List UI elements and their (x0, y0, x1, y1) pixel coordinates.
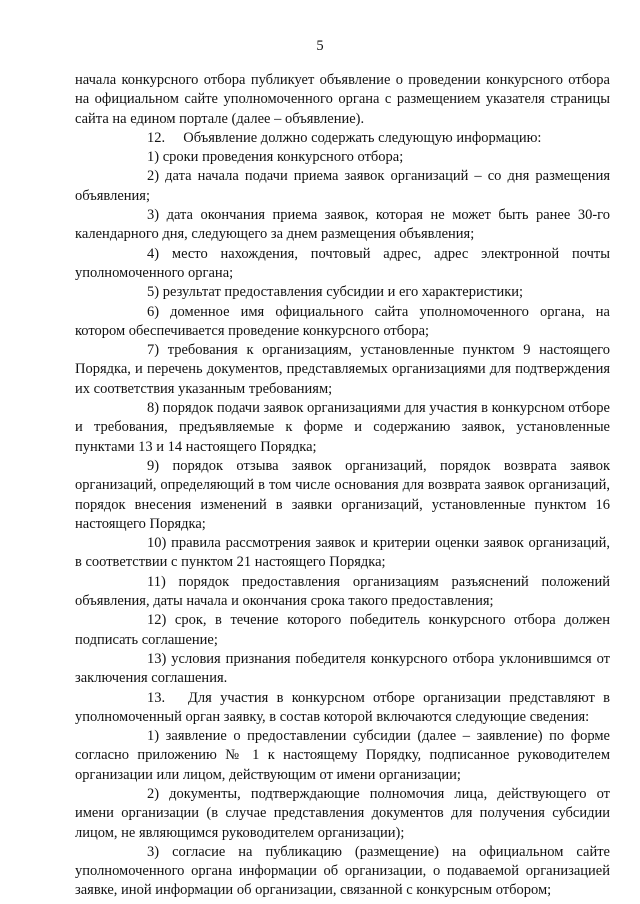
list-item: 7) требования к организациям, установленные пунктом 9 настоящего Порядка, и перечень документов, представляемых организациями для подтверждения их соответствия указанным требованиям; (75, 342, 610, 397)
list-item: 1) заявление о предоставлении субсидии (далее – заявление) по форме согласно приложению № 1 к настоящему Порядку, подписанное руководителем организации или лицом, действующим от имени организации; (75, 728, 610, 783)
list-item: 10) правила рассмотрения заявок и критерии оценки заявок организаций, в соответствии с пунктом 21 настоящего Порядка; (75, 535, 610, 571)
paragraph-13: 13. Для участия в конкурсном отборе организации представляют в уполномоченный орган заявку, в состав которой включаются следующие сведения: (75, 689, 610, 725)
list-item: 4) место нахождения, почтовый адрес, адрес электронной почты уполномоченного органа; (75, 245, 610, 281)
list-item: 12) срок, в течение которого победитель конкурсного отбора должен подписать соглашение; (75, 612, 610, 648)
list-item: 6) доменное имя официального сайта уполномоченного органа, на котором обеспечивается проведение конкурсного отбора; (75, 303, 610, 339)
page-number: 5 (316, 38, 324, 54)
document-body (75, 71, 610, 901)
list-item: 2) дата начала подачи приема заявок организаций – со дня размещения объявления; (75, 168, 610, 204)
list-item: 3) дата окончания приема заявок, которая не может быть ранее 30-го календарного дня, следующего за днем размещения объявления; (75, 207, 610, 243)
list-item: 9) порядок отзыва заявок организаций, порядок возврата заявок организаций, определяющий в том числе основания для возврата заявок организаций, порядок внесения изменений в заявки организаций, установленные пунктом 16 настоящего Порядка; (75, 457, 610, 532)
list-item: 2) документы, подтверждающие полномочия лица, действующего от имени организации (в случае представления документов для получения субсидии лицом, не являющимся руководителем организации); (75, 785, 610, 841)
list-item: 3) согласие на публикацию (размещение) на официальном сайте уполномоченного органа информации об организации, о подаваемой организацией заявке, иной информации об организации, связанной с конкурсным отбором; (75, 843, 610, 899)
paragraph-12: 12. Объявление должно содержать следующую информацию: (147, 129, 542, 146)
list-item: 11) порядок предоставления организациям разъяснений положений объявления, даты начала и окончания срока такого предоставления; (75, 573, 610, 610)
list-item: 1) сроки проведения конкурсного отбора; (147, 149, 404, 166)
paragraph-continuation: начала конкурсного отбора публикует объявление о проведении конкурсного отбора на официальном сайте уполномоченного органа с размещением указателя страницы сайта на едином портале (далее – объявление). (75, 72, 610, 127)
list-item: 13) условия признания победителя конкурсного отбора уклонившимся от заключения соглашения. (75, 650, 610, 687)
list-item: 8) порядок подачи заявок организациями для участия в конкурсном отборе и требования, предъявляемые к форме и содержанию заявок, установленные пунктами 13 и 14 настоящего Порядка; (75, 400, 610, 455)
list-item: 5) результат предоставления субсидии и его характеристики; (147, 284, 524, 301)
